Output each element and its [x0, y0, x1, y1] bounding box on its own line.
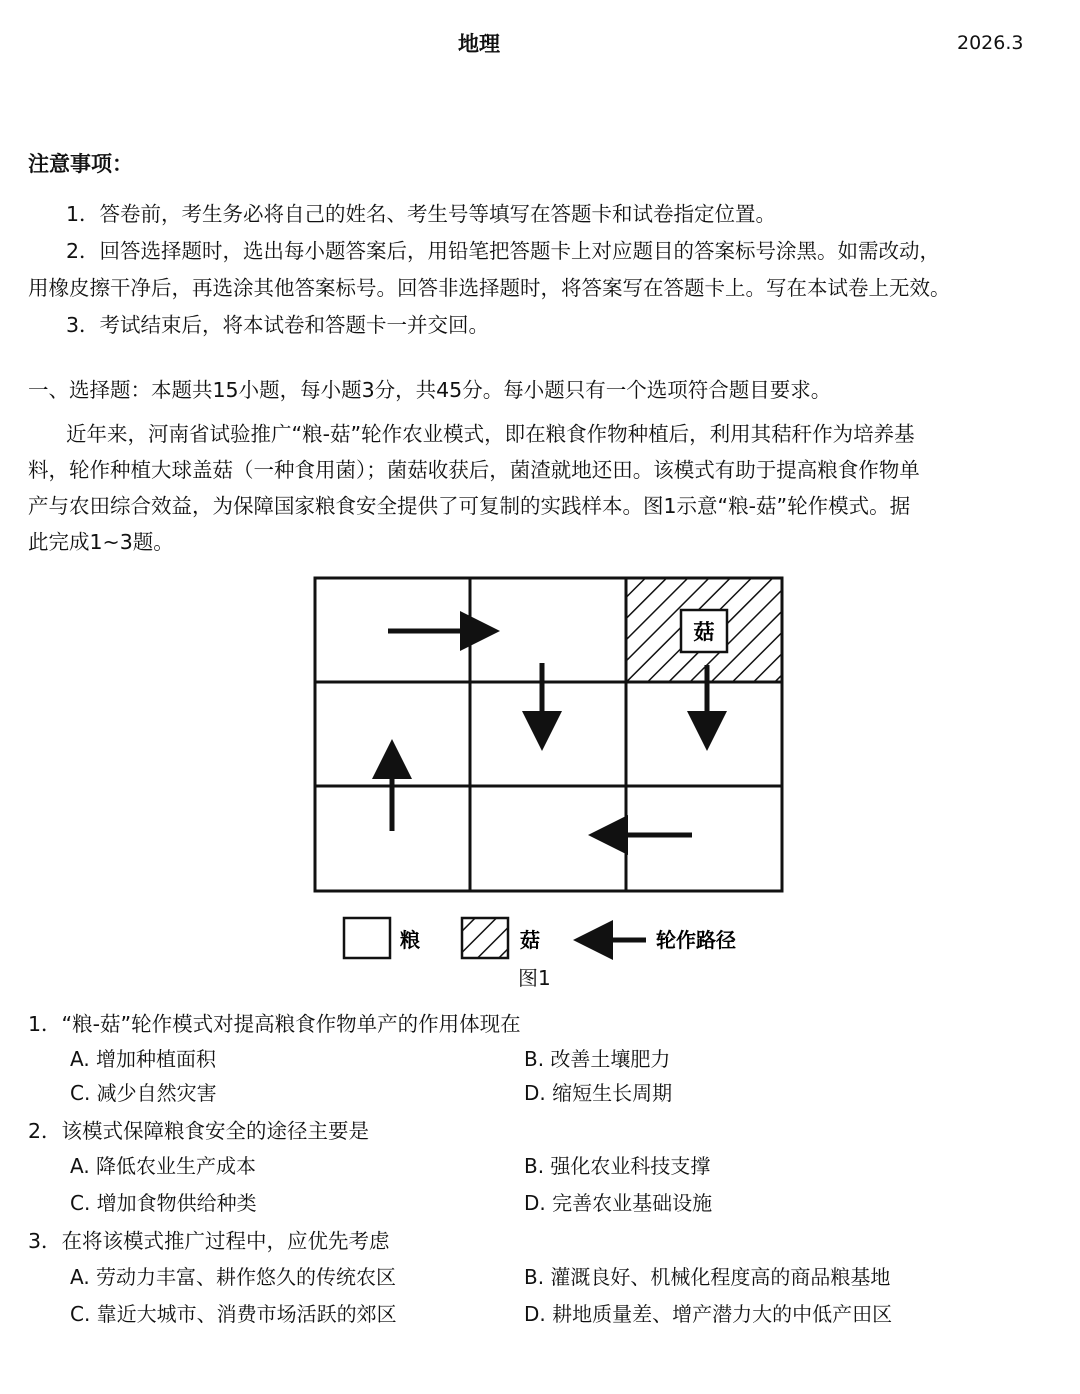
question-2-option-a: A. 降低农业生产成本 — [70, 1154, 257, 1178]
question-3-option-d: D. 耕地质量差、增产潜力大的中低产田区 — [524, 1302, 893, 1326]
question-1-option-b: B. 改善土壤肥力 — [524, 1047, 671, 1071]
exam-date: 2026.3 — [957, 32, 1024, 54]
rotation-diagram — [310, 573, 790, 963]
question-2-stem: 2．该模式保障粮食安全的途径主要是 — [28, 1119, 370, 1143]
question-3-option-c: C. 靠近大城市、消费市场活跃的郊区 — [70, 1302, 397, 1326]
question-1-option-d: D. 缩短生长周期 — [524, 1081, 673, 1105]
passage-line-2: 料，轮作种植大球盖菇（一种食用菌）；菌菇收获后，菌渣就地还田。该模式有助于提高粮食作物单 — [28, 458, 920, 482]
question-2-option-b: B. 强化农业科技支撑 — [524, 1154, 711, 1178]
passage-line-4: 此完成1~3题。 — [28, 530, 174, 554]
legend-mushroom-label: 菇 — [520, 928, 540, 952]
mushroom-label: 菇 — [693, 620, 715, 644]
legend-mushroom-swatch — [462, 918, 508, 958]
question-3-option-b: B. 灌溉良好、机械化程度高的商品粮基地 — [524, 1265, 891, 1289]
question-1-option-c: C. 减少自然灾害 — [70, 1081, 217, 1105]
question-3-option-a: A. 劳动力丰富、耕作悠久的传统农区 — [70, 1265, 397, 1289]
question-1-stem: 1．“粮-菇”轮作模式对提高粮食作物单产的作用体现在 — [28, 1012, 521, 1036]
legend-grain-swatch — [344, 918, 390, 958]
section-heading: 一、选择题：本题共15小题，每小题3分，共45分。每小题只有一个选项符合题目要求。 — [28, 378, 832, 402]
notice-line-4: 3．考试结束后，将本试卷和答题卡一并交回。 — [66, 313, 490, 337]
figure-caption: 图1 — [518, 966, 551, 990]
exam-subject-title: 地理 — [458, 32, 500, 56]
notice-line-1: 1．答卷前，考生务必将自己的姓名、考生号等填写在答题卡和试卷指定位置。 — [66, 202, 777, 226]
legend-path-label: 轮作路径 — [656, 928, 736, 952]
figure-legend — [344, 918, 736, 958]
legend-grain-label: 粮 — [400, 928, 420, 952]
notice-line-2: 2．回答选择题时，选出每小题答案后，用铅笔把答题卡上对应题目的答案标号涂黑。如需改动， — [66, 239, 941, 263]
question-1-option-a: A. 增加种植面积 — [70, 1047, 217, 1071]
notice-line-3: 用橡皮擦干净后，再选涂其他答案标号。回答非选择题时，将答案写在答题卡上。写在本试卷上无效。 — [28, 276, 951, 300]
question-2-option-c: C. 增加食物供给种类 — [70, 1191, 257, 1215]
question-2-option-d: D. 完善农业基础设施 — [524, 1191, 713, 1215]
question-3-stem: 3．在将该模式推广过程中，应优先考虑 — [28, 1229, 390, 1253]
notice-title: 注意事项： — [28, 152, 133, 176]
passage-line-1: 近年来，河南省试验推广“粮-菇”轮作农业模式，即在粮食作物种植后，利用其秸秆作为培养基 — [66, 422, 915, 446]
passage-line-3: 产与农田综合效益，为保障国家粮食安全提供了可复制的实践样本。图1示意“粮-菇”轮作模式。据 — [28, 494, 911, 518]
